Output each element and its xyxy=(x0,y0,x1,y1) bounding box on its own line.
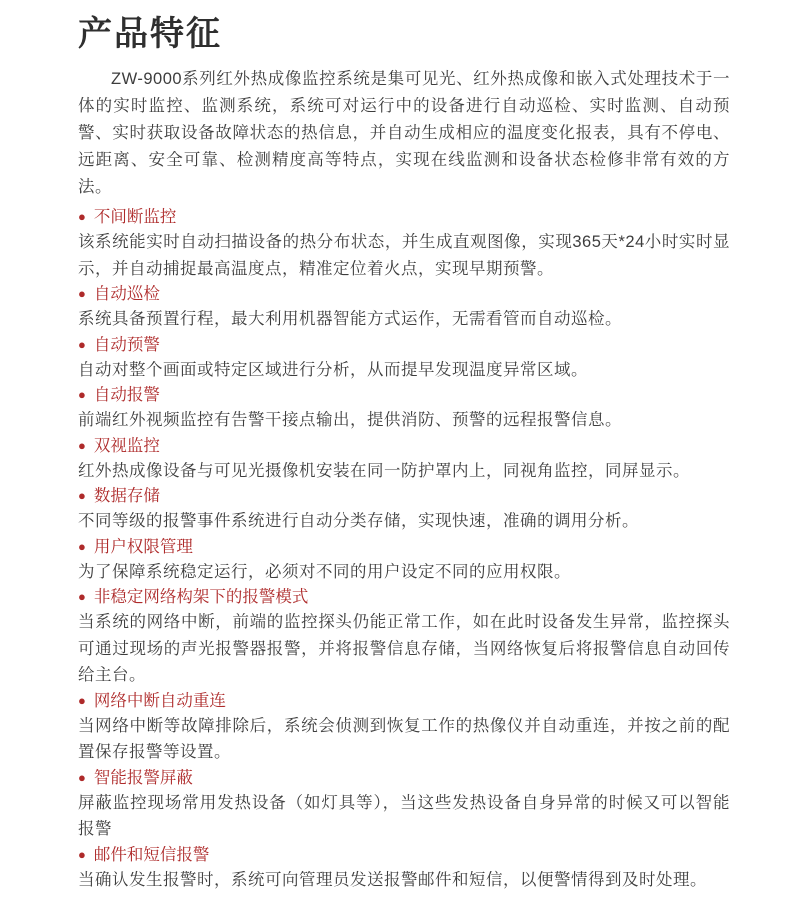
feature-section xyxy=(78,282,730,333)
feature-list xyxy=(78,205,730,893)
feature-heading-text: 智能报警屏蔽 xyxy=(93,768,193,787)
feature-heading-text: 非稳定网络构架下的报警模式 xyxy=(93,588,309,606)
page-title: 产品特征 xyxy=(78,15,222,53)
feature-heading xyxy=(78,766,730,790)
feature-body-text: 屏蔽监控现场常用发热设备（如灯具等），当这些发热设备自身异常的时候又可以智能报警 xyxy=(78,793,730,838)
bullet-icon: ● xyxy=(78,336,86,352)
feature-heading-text: 数据存储 xyxy=(93,487,160,505)
bullet-icon: ● xyxy=(78,846,86,862)
feature-heading xyxy=(78,434,730,458)
feature-section xyxy=(78,535,730,586)
feature-heading xyxy=(78,383,730,407)
feature-section xyxy=(78,333,730,384)
feature-body-text: 自动对整个画面或特定区域进行分析，从而提早发现温度异常区域。 xyxy=(78,360,588,379)
bullet-icon: ● xyxy=(78,538,86,554)
feature-section xyxy=(78,205,730,282)
feature-heading-text: 不间断监控 xyxy=(93,208,177,226)
feature-section xyxy=(78,689,730,766)
bullet-icon: ● xyxy=(78,387,86,402)
bullet-icon: ● xyxy=(78,769,86,785)
feature-body-text: 不同等级的报警事件系统进行自动分类存储，实现快速，准确的调用分析。 xyxy=(78,512,639,530)
feature-body-text: 系统具备预置行程，最大利用机器智能方式运作，无需看管而自动巡检。 xyxy=(78,310,622,328)
feature-heading xyxy=(78,535,730,559)
feature-heading xyxy=(78,333,730,357)
feature-heading xyxy=(78,205,730,229)
feature-body-text: 该系统能实时自动扫描设备的热分布状态，并生成直观图像，实现365天*24小时实时显示，并自动捕捉最高温度点，精准定位着火点，实现早期预警。 xyxy=(78,233,730,278)
bullet-icon: ● xyxy=(78,209,86,224)
feature-body-text: 当确认发生报警时，系统可向管理员发送报警邮件和短信，以便警情得到及时处理。 xyxy=(78,870,707,889)
intro-paragraph: ZW-9000系列红外热成像监控系统是集可见光、红外热成像和嵌入式处理技术于一体的实时监控、监测系统，系统可对运行中的设备进行自动巡检、实时监测、自动预警、实时获取设备故障状态的热信息，并自动生成相应的温度变化报表，具有不停电、远距离、安全可靠、检测精度高等特点，实现在线监测和设备状态检修非常有效的方法。 xyxy=(78,70,730,196)
bullet-icon: ● xyxy=(78,488,86,503)
feature-heading-text: 自动预警 xyxy=(93,335,160,354)
feature-heading xyxy=(78,484,730,508)
feature-section xyxy=(78,484,730,535)
feature-body-text: 当系统的网络中断，前端的监控探头仍能正常工作，如在此时设备发生异常，监控探头可通过现场的声光报警器报警，并将报警信息存储，当网络恢复后将报警信息自动回传给主台。 xyxy=(78,613,730,684)
feature-heading-text: 自动报警 xyxy=(93,386,160,404)
feature-section xyxy=(78,434,730,485)
feature-heading-text: 用户权限管理 xyxy=(93,537,193,556)
feature-section xyxy=(78,383,730,434)
feature-heading xyxy=(78,689,730,713)
feature-section xyxy=(78,843,730,894)
feature-heading xyxy=(78,843,730,867)
feature-heading-text: 双视监控 xyxy=(93,436,160,455)
feature-section xyxy=(78,585,730,689)
bullet-icon: ● xyxy=(78,437,86,453)
bullet-icon: ● xyxy=(78,692,86,708)
feature-heading xyxy=(78,585,730,609)
feature-section xyxy=(78,766,730,843)
bullet-icon: ● xyxy=(78,286,86,301)
feature-body-text: 前端红外视频监控有告警干接点输出，提供消防、预警的远程报警信息。 xyxy=(78,411,622,429)
feature-body-text: 为了保障系统稳定运行，必须对不同的用户设定不同的应用权限。 xyxy=(78,562,571,581)
feature-heading-text: 网络中断自动重连 xyxy=(93,691,226,710)
feature-body-text: 当网络中断等故障排除后，系统会侦测到恢复工作的热像仪并自动重连，并按之前的配置保存报警等设置。 xyxy=(78,716,730,761)
bullet-icon: ● xyxy=(78,589,86,604)
feature-body-text: 红外热成像设备与可见光摄像机安装在同一防护罩内上，同视角监控，同屏显示。 xyxy=(78,461,690,480)
feature-heading xyxy=(78,282,730,306)
feature-heading-text: 邮件和短信报警 xyxy=(93,845,210,864)
feature-heading-text: 自动巡检 xyxy=(93,285,160,303)
